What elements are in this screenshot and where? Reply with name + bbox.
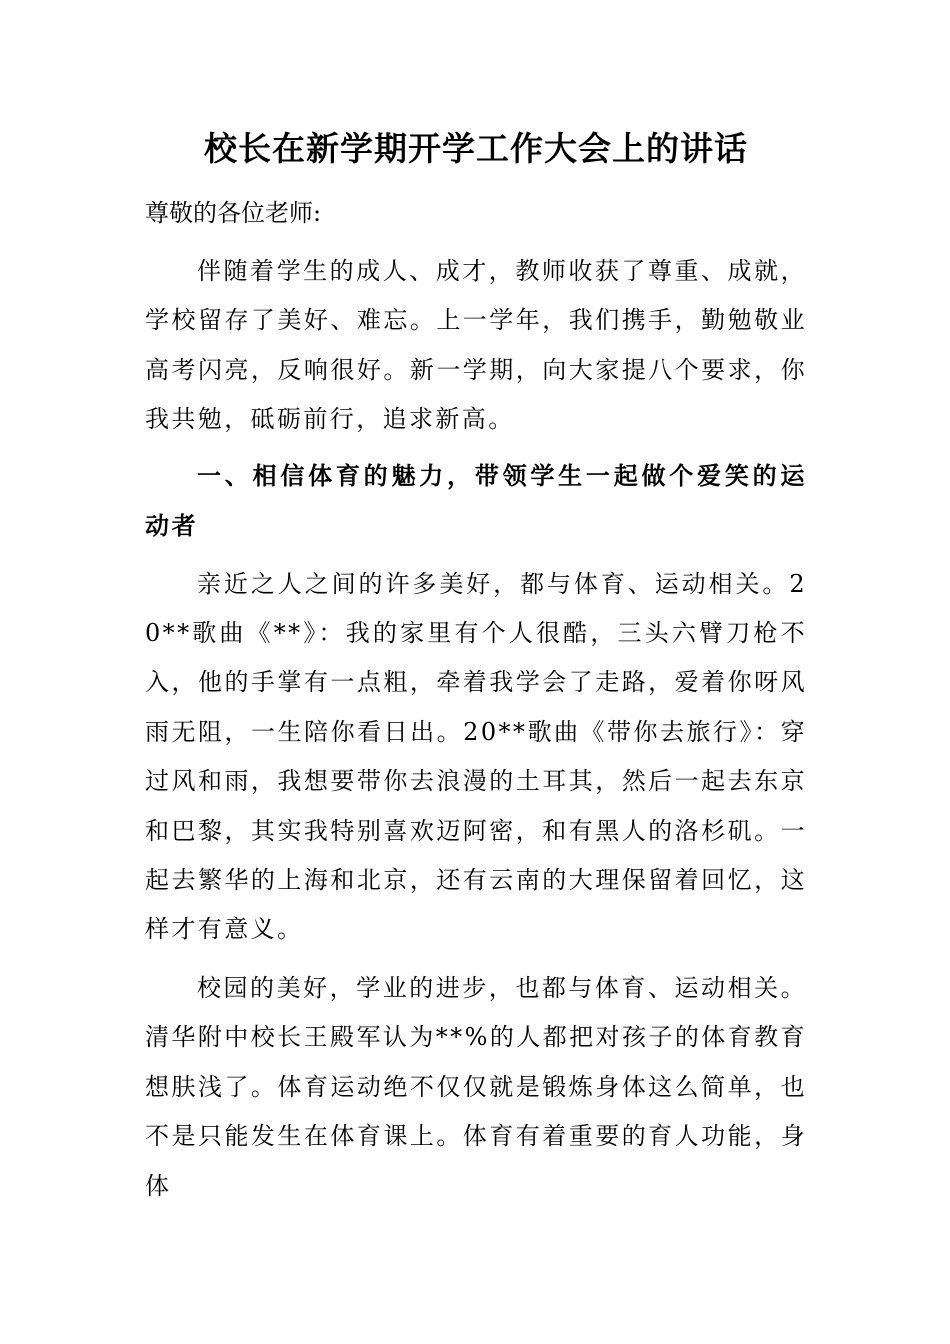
paragraph-songs: 亲近之人之间的许多美好，都与体育、运动相关。20**歌曲《**》：我的家里有个人很酷，三头六臂刀枪不入，他的手掌有一点粗，牵着我学会了走路，爱着你呀风雨无阻，一生陪你看日出。20**歌曲《带你去旅行》：穿过风和雨，我想要带你去浪漫的土耳其，然后一起去东京和巴黎，其实我特别喜欢迈阿密，和有黑人的洛杉矶。一起去繁华的上海和北京，还有云南的大理保留着回忆，这样才有意义。 [145,569,807,944]
salutation: 尊敬的各位老师: [145,199,322,227]
paragraph-intro: 伴随着学生的成人、成才，教师收获了尊重、成就，学校留存了美好、难忘。上一学年，我们携手，勤勉敬业高考闪亮，反响很好。新一学期，向大家提八个要求，你我共勉，砥砺前行，追求新高。 [145,257,807,434]
document-body [145,118,807,1211]
paragraph-campus: 校园的美好，学业的进步，也都与体育、运动相关。清华附中校长王殿军认为**%的人都把对孩子的体育教育想肤浅了。体育运动绝不仅仅就是锻炼身体这么简单，也不是只能发生在体育课上。体育有着重要的育人功能，身体 [145,973,807,1200]
section-heading-1: 一、相信体育的魅力，带领学生一起做个爱笑的运动者 [145,460,807,540]
document-title: 校长在新学期开学工作大会上的讲话 [204,129,748,168]
